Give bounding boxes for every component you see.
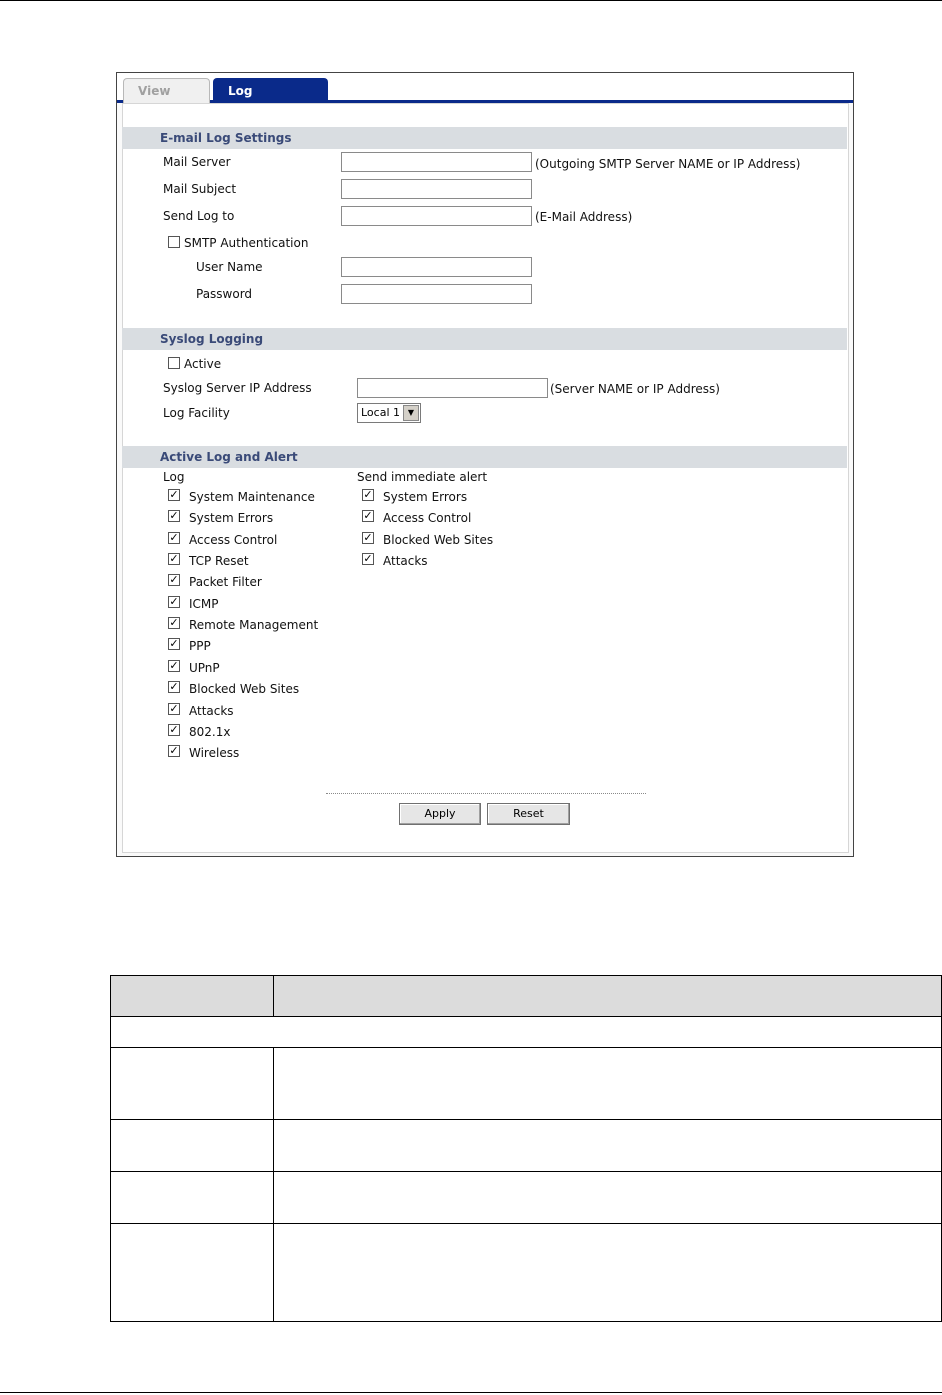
password-label: Password [196, 287, 253, 301]
table-header-cell [274, 976, 942, 1017]
log-facility-select[interactable] [357, 403, 421, 423]
send-log-to-hint: (E-Mail Address) [535, 210, 633, 224]
mail-server-hint: (Outgoing SMTP Server NAME or IP Address) [535, 157, 801, 171]
log-item-checkbox[interactable]: ✓ [169, 744, 179, 758]
tab-view-log[interactable]: View [123, 78, 210, 104]
log-item-label: System Errors [189, 511, 274, 526]
syslog-section-header: Syslog Logging [122, 328, 847, 350]
field-description-table [110, 975, 942, 1322]
log-item-checkbox[interactable]: ✓ [169, 637, 179, 651]
table-header-row [111, 976, 942, 1017]
mail-server-input[interactable] [341, 152, 532, 172]
log-facility-label: Log Facility [163, 406, 230, 420]
send-log-to-input[interactable] [341, 206, 532, 226]
table-row [111, 1017, 942, 1048]
log-item-label: System Maintenance [189, 490, 315, 504]
log-item-label: Remote Management [189, 618, 319, 633]
log-item-checkbox[interactable]: ✓ [169, 530, 179, 544]
tab-log-settings[interactable]: Log [213, 78, 328, 104]
mail-subject-input[interactable] [341, 179, 532, 199]
syslog-active-label: Active [184, 357, 222, 371]
page-bottom-rule [0, 1392, 942, 1393]
table-cell [111, 1120, 274, 1172]
user-name-input[interactable] [341, 257, 532, 277]
table-header-cell [111, 976, 274, 1017]
send-log-to-label: Send Log to [163, 209, 235, 223]
log-item-checkbox[interactable]: ✓ [169, 488, 179, 501]
smtp-auth-checkbox[interactable] [168, 236, 180, 248]
table-cell [274, 1224, 942, 1322]
log-item-checkbox[interactable]: ✓ [169, 658, 179, 672]
log-item-label: PPP [189, 639, 211, 654]
log-item-checkbox[interactable]: ✓ [169, 552, 179, 566]
alert-item-checkbox[interactable]: ✓ [363, 488, 373, 501]
log-item-checkbox[interactable]: ✓ [169, 701, 179, 715]
log-item-checkbox[interactable]: ✓ [169, 594, 179, 608]
syslog-server-ip-hint: (Server NAME or IP Address) [550, 382, 720, 396]
alert-item-checkbox[interactable]: ✓ [363, 552, 373, 566]
log-item-label: ICMP [189, 596, 219, 611]
page-top-rule [0, 0, 942, 1]
table-row [111, 1224, 942, 1322]
table-row [111, 1172, 942, 1224]
log-item-label: UPnP [189, 660, 220, 675]
alert-item-checkbox[interactable]: ✓ [363, 530, 373, 544]
log-facility-value: Local 1 [361, 406, 401, 419]
tab-bar [117, 73, 853, 103]
alert-item-checkbox[interactable]: ✓ [363, 509, 373, 523]
syslog-active-checkbox[interactable] [168, 357, 180, 369]
table-cell [274, 1048, 942, 1120]
table-cell [111, 1048, 274, 1120]
alert-item-label: System Errors [383, 490, 468, 504]
log-item-label: TCP Reset [189, 554, 249, 569]
log-item-checkbox[interactable]: ✓ [169, 722, 179, 736]
smtp-auth-label: SMTP Authentication [184, 236, 309, 250]
log-column-header: Log [163, 470, 185, 484]
alert-item-label: Access Control [383, 511, 472, 526]
email-section-header: E-mail Log Settings [122, 127, 847, 149]
chevron-down-icon: ▼ [403, 405, 419, 421]
log-item-label: Wireless [189, 746, 240, 761]
table-cell [111, 1172, 274, 1224]
alert-item-label: Attacks [383, 554, 428, 569]
log-item-checkbox[interactable]: ✓ [169, 509, 179, 523]
log-item-checkbox[interactable]: ✓ [169, 616, 179, 630]
apply-button[interactable]: Apply [399, 803, 481, 825]
log-item-label: Attacks [189, 703, 234, 718]
password-input[interactable] [341, 284, 532, 304]
user-name-label: User Name [196, 260, 263, 274]
syslog-server-ip-input[interactable] [357, 378, 548, 398]
alert-item-label: Blocked Web Sites [383, 532, 494, 547]
alert-section-header: Active Log and Alert [122, 446, 847, 468]
syslog-server-ip-label: Syslog Server IP Address [163, 381, 312, 395]
log-item-checkbox[interactable]: ✓ [169, 573, 179, 587]
reset-button[interactable]: Reset [487, 803, 570, 825]
mail-subject-label: Mail Subject [163, 182, 237, 196]
table-row [111, 1048, 942, 1120]
mail-server-label: Mail Server [163, 155, 231, 169]
log-item-label: Blocked Web Sites [189, 682, 300, 697]
alert-column-header: Send immediate alert [357, 470, 488, 484]
button-divider [326, 793, 646, 794]
table-cell [111, 1224, 274, 1322]
log-item-checkbox[interactable]: ✓ [169, 680, 179, 694]
log-item-label: Access Control [189, 532, 278, 547]
table-cell [111, 1017, 942, 1048]
log-item-label: Packet Filter [189, 575, 262, 590]
table-cell [274, 1120, 942, 1172]
table-cell [274, 1172, 942, 1224]
table-row [111, 1120, 942, 1172]
log-item-label: 802.1x [189, 724, 231, 739]
